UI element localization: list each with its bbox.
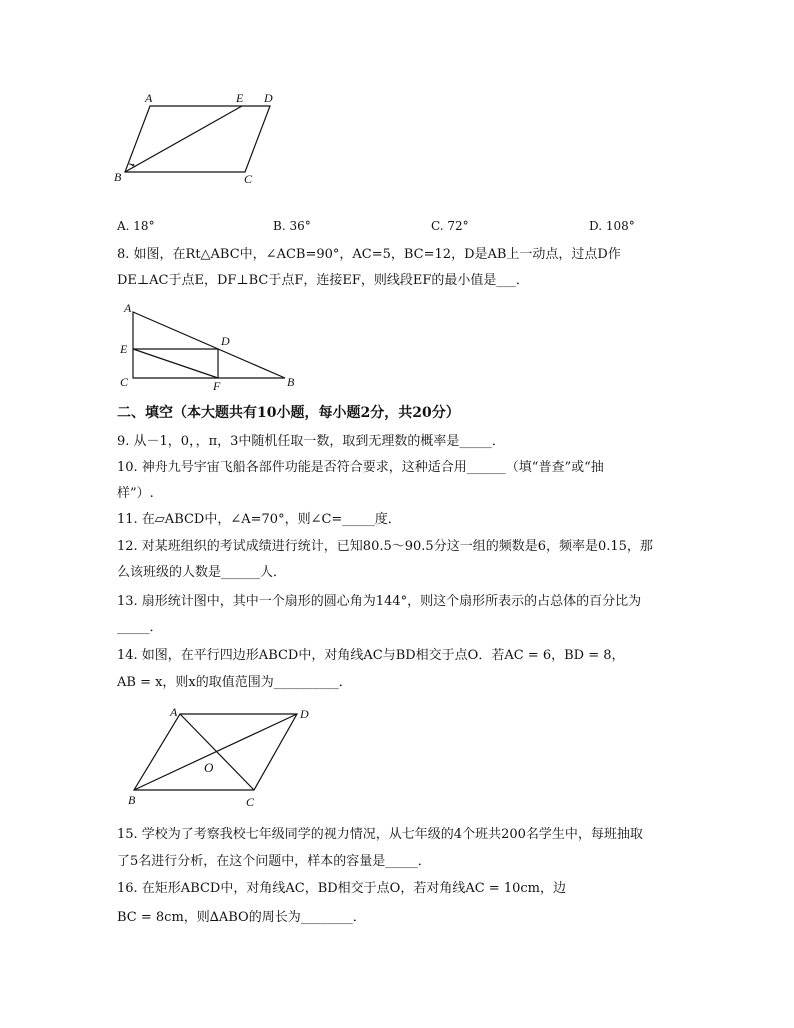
question-13-line-2: _____． <box>117 620 163 635</box>
question-12-line-1: 12. 对某班组织的考试成绩进行统计，已知80.5～90.5分这一组的频数是6，频率是0.15，那 <box>117 539 653 554</box>
option-d: D. 108° <box>589 219 635 233</box>
vertex-label-a: A <box>145 91 153 105</box>
section-2-title: 二、填空（本大题共有10小题，每小题2分，共20分） <box>117 405 460 421</box>
question-16-line-1: 16. 在矩形ABCD中，对角线AC，BD相交于点O，若对角线AC = 10cm，边 <box>117 881 566 896</box>
question-9: 9. 从－1，0，，π，3中随机任取一数，取到无理数的概率是_____． <box>117 434 505 449</box>
question-13-line-1: 13. 扇形统计图中，其中一个扇形的圆心角为144°，则这个扇形所表示的占总体的百分比为 <box>117 594 642 609</box>
option-c: C. 72° <box>431 219 469 233</box>
vertex-label-a: A <box>170 705 178 719</box>
question-14-line-1: 14. 如图，在平行四边形ABCD中，对角线AC与BD相交于点O．若AC = 6，BD = 8， <box>117 648 625 663</box>
option-a: A. 18° <box>117 219 155 233</box>
vertex-label-b: B <box>114 170 122 184</box>
question-15-line-2: 了5名进行分析，在这个问题中，样本的容量是_____． <box>117 854 431 869</box>
vertex-label-f: F <box>213 379 221 393</box>
vertex-label-b: B <box>128 793 136 807</box>
question-8-line-2: DE⊥AC于点E，DF⊥BC于点F，连接EF，则线段EF的最小值是___． <box>117 273 529 288</box>
vertex-label-d: D <box>264 91 273 105</box>
question-15-line-1: 15. 学校为了考察我校七年级同学的视力情况，从七年级的4个班共200名学生中，每班抽取 <box>117 827 643 842</box>
vertex-label-e: E <box>120 342 128 356</box>
vertex-label-a: A <box>124 301 132 315</box>
vertex-label-d: D <box>300 707 309 721</box>
vertex-label-c: C <box>246 795 255 809</box>
vertex-label-c: C <box>120 375 129 389</box>
vertex-label-b: B <box>287 375 295 389</box>
question-11: 11. 在▱ABCD中，∠A=70°，则∠C=_____度． <box>117 512 401 527</box>
figure-parallelogram-abcd-be <box>110 88 290 188</box>
question-10-line-2: 样”）. <box>117 486 154 501</box>
figure-parallelogram-diagonals <box>120 700 320 812</box>
question-8-line-1: 8. 如图，在Rt△ABC中，∠ACB=90°，AC=5，BC=12，D是AB上一动点，过点D作 <box>117 247 621 262</box>
vertex-label-d: D <box>221 334 230 348</box>
option-b: B. 36° <box>273 219 311 233</box>
center-label-o: O <box>204 760 214 775</box>
question-16-line-2: BC = 8cm，则∆ABO的周长为________． <box>117 910 366 925</box>
question-10-line-1: 10. 神舟九号宇宙飞船各部件功能是否符合要求，这种适合用______（填“普查”或“抽 <box>117 460 604 475</box>
question-12-line-2: 么该班级的人数是______人． <box>117 565 287 580</box>
vertex-label-e: E <box>236 91 244 105</box>
figure-right-triangle-efd <box>110 298 310 393</box>
vertex-label-c: C <box>244 172 253 186</box>
question-14-line-2: AB = x，则x的取值范围为__________． <box>117 675 352 690</box>
